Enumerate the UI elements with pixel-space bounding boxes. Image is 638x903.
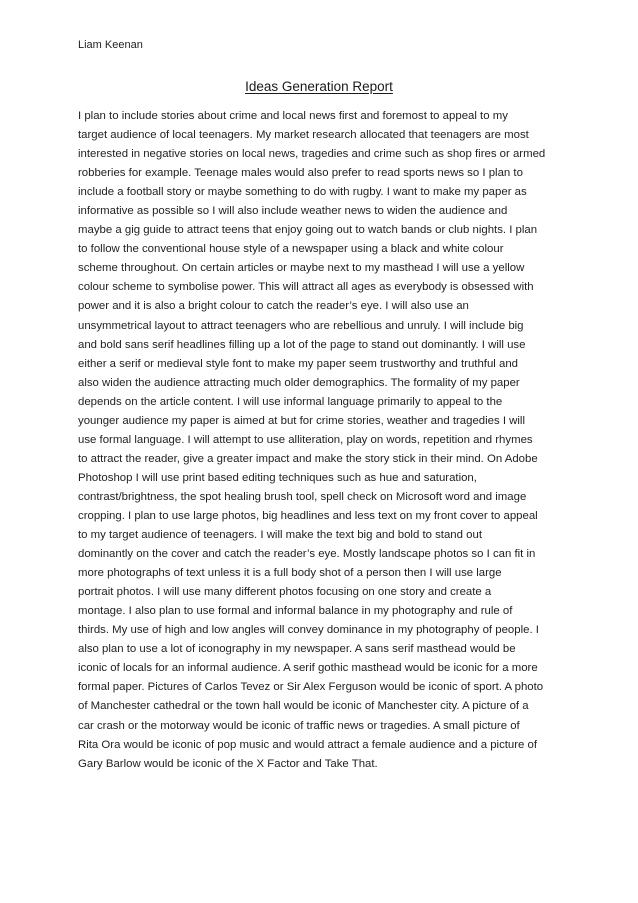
body-line: maybe a gig guide to attract teens that enjoy going out to watch bands or club nights. I plan: [78, 224, 538, 237]
body-line: to follow the conventional house style of a newspaper using a black and white colour: [78, 243, 504, 256]
body-line: Rita Ora would be iconic of pop music and would attract a female audience and a picture of: [78, 738, 538, 751]
body-line: I plan to include stories about crime and local news first and foremost to appeal to my: [78, 110, 508, 122]
body-line: power and it is also a bright colour to catch the reader’s eye. I will also use an: [78, 300, 469, 313]
body-line: montage. I also plan to use formal and informal balance in my photography and rule of: [78, 605, 513, 618]
body-line: target audience of local teenagers. My market research allocated that teenagers are most: [78, 129, 529, 142]
body-line: Gary Barlow would be iconic of the X Factor and Take That.: [78, 757, 378, 770]
body-line: iconic of locals for an informal audience. A serif gothic masthead would be iconic for a more: [78, 662, 538, 675]
body-line: colour scheme to symbolise power. This will attract all ages as everybody is obsessed with: [78, 281, 534, 294]
body-line: also widen the audience attracting much older demographics. The formality of my paper: [78, 376, 520, 389]
report-body: [78, 107, 558, 774]
body-line: scheme throughout. On certain articles or maybe next to my masthead I will use a yellow: [78, 262, 525, 275]
author-name: Liam Keenan: [78, 39, 143, 51]
body-line: Photoshop I will use print based editing techniques such as hue and saturation,: [78, 471, 477, 484]
body-line: either a serif or medieval style font to make my paper seem trustworthy and truthful and: [78, 357, 519, 370]
body-line: thirds. My use of high and low angles will convey dominance in my photography of people. I: [78, 624, 539, 637]
body-line: interested in negative stories on local news, tragedies and crime such as shop fires or armed: [78, 148, 546, 161]
body-line: formal paper. Pictures of Carlos Tevez or Sir Alex Ferguson would be iconic of sport. A photo: [78, 681, 544, 694]
body-line: more photographs of text unless it is a full body shot of a person then I will use large: [78, 567, 502, 580]
body-line: unsymmetrical layout to attract teenagers who are rebellious and unruly. I will include big: [78, 319, 524, 332]
body-line: contrast/brightness, the spot healing brush tool, spell check on Microsoft word and image: [78, 490, 527, 503]
body-line: cropping. I plan to use large photos, big headlines and less text on my front cover to appeal: [78, 509, 538, 522]
body-line: include a football story or maybe something to do with rugby. I want to make my paper as: [78, 186, 527, 199]
body-line: informative as possible so I will also include weather news to widen the audience and: [78, 205, 508, 218]
page-title: Ideas Generation Report: [245, 79, 393, 94]
body-line: and bold sans serif headlines filling up a lot of the page to stand out dominantly. I will use: [78, 338, 526, 351]
body-line: depends on the article content. I will use informal language primarily to appeal to the: [78, 395, 503, 408]
body-line: robberies for example. Teenage males would also prefer to read sports news so I plan to: [78, 167, 523, 180]
body-line: to attract the reader, give a greater impact and make the story stick in their mind. On Adobe: [78, 452, 538, 465]
body-line: to my target audience of teenagers. I will make the text big and bold to stand out: [78, 529, 482, 542]
body-line: car crash or the motorway would be iconic of traffic news or tragedies. A small picture of: [78, 719, 520, 732]
body-line: also plan to use a lot of iconography in my newspaper. A sans serif masthead would be: [78, 643, 516, 656]
body-line: dominantly on the cover and catch the reader’s eye. Mostly landscape photos so I can fit in: [78, 548, 536, 561]
body-line: use formal language. I will attempt to use alliteration, play on words, repetition and rhymes: [78, 433, 533, 446]
body-line: of Manchester cathedral or the town hall would be iconic of Manchester city. A picture of a: [78, 700, 529, 713]
body-line: portrait photos. I will use many different photos focusing on one story and create a: [78, 586, 492, 599]
body-line: younger audience my paper is aimed at but for crime stories, weather and tragedies I will: [78, 414, 525, 427]
